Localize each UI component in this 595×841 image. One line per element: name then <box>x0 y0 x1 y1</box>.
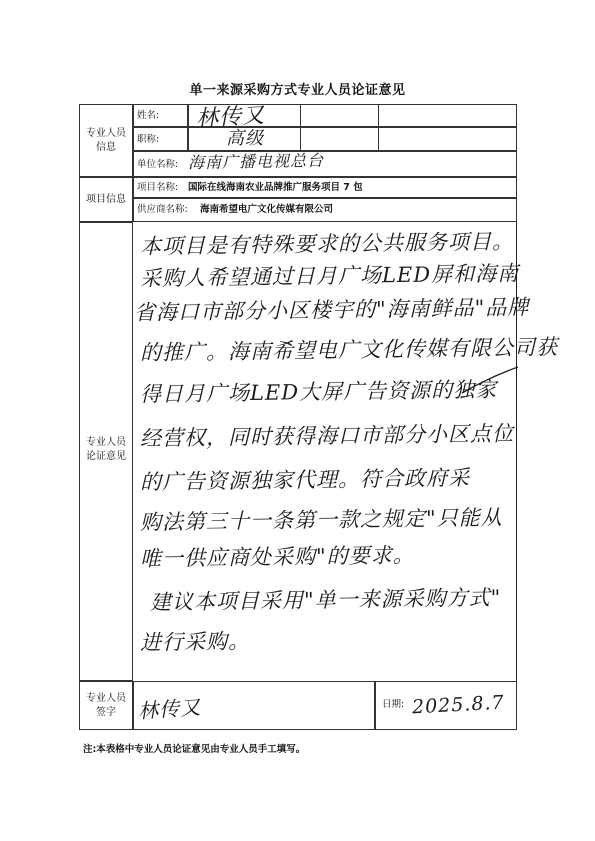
unit-handwritten: 海南广播电视总台 <box>187 150 325 173</box>
opinion-label: 专业人员论证意见 <box>86 437 126 462</box>
title-handwritten: 高级 <box>226 128 264 149</box>
opinion-line: 经营权，同时获得海口市部分小区点位 <box>139 421 515 451</box>
name-handwritten: 林传又 <box>195 103 266 132</box>
opinion-line: 购法第三十一条第一款之规定"只能从 <box>139 505 503 535</box>
name-label: 姓名: <box>137 110 160 121</box>
form-title: 单一来源采购方式专业人员论证意见 <box>189 83 406 98</box>
opinion-line: 本项目是有特殊要求的公共服务项目。 <box>139 229 515 259</box>
opinion-line: 唯一供应商处采购"的要求。 <box>139 543 415 571</box>
opinion-line: 的推广。海南希望电广文化传媒有限公司获 <box>139 335 559 365</box>
name-row-divider <box>300 104 301 151</box>
project-name-label: 项目名称: <box>137 182 179 193</box>
signature-handwritten: 林传又 <box>137 694 202 724</box>
project-info-label: 项目信息 <box>86 194 126 205</box>
supplier-value: 海南希望电广文化传媒有限公司 <box>200 204 334 215</box>
date-handwritten: 2025.8.7 <box>411 691 506 719</box>
unit-label: 单位名称: <box>137 159 179 170</box>
footnote: 注:本表格中专业人员论证意见由专业人员手工填写。 <box>83 744 306 755</box>
supplier-label: 供应商名称: <box>137 204 188 215</box>
name-row-divider-2 <box>378 104 379 151</box>
project-name-value: 国际在线海南农业品牌推广服务项目 7 包 <box>188 182 363 193</box>
insertion-stroke <box>460 365 520 395</box>
title-label: 职称: <box>137 134 160 145</box>
date-label: 日期: <box>382 699 405 710</box>
personnel-info-label: 专业人员信息 <box>86 128 126 153</box>
opinion-line: 的广告资源独家代理。符合政府采 <box>139 465 471 495</box>
opinion-line: 得日月广场LED大屏广告资源的独家 <box>139 377 498 407</box>
opinion-line: 省海口市部分小区楼宇的"海南鲜品"品牌 <box>133 295 530 325</box>
opinion-line: 进行采购。 <box>139 629 251 655</box>
opinion-line: 采购人希望通过日月广场LED屏和海南 <box>139 261 520 291</box>
signature-label: 专业人员签字 <box>86 693 126 718</box>
opinion-line: 建议本项目采用"单一来源采购方式" <box>149 585 502 615</box>
